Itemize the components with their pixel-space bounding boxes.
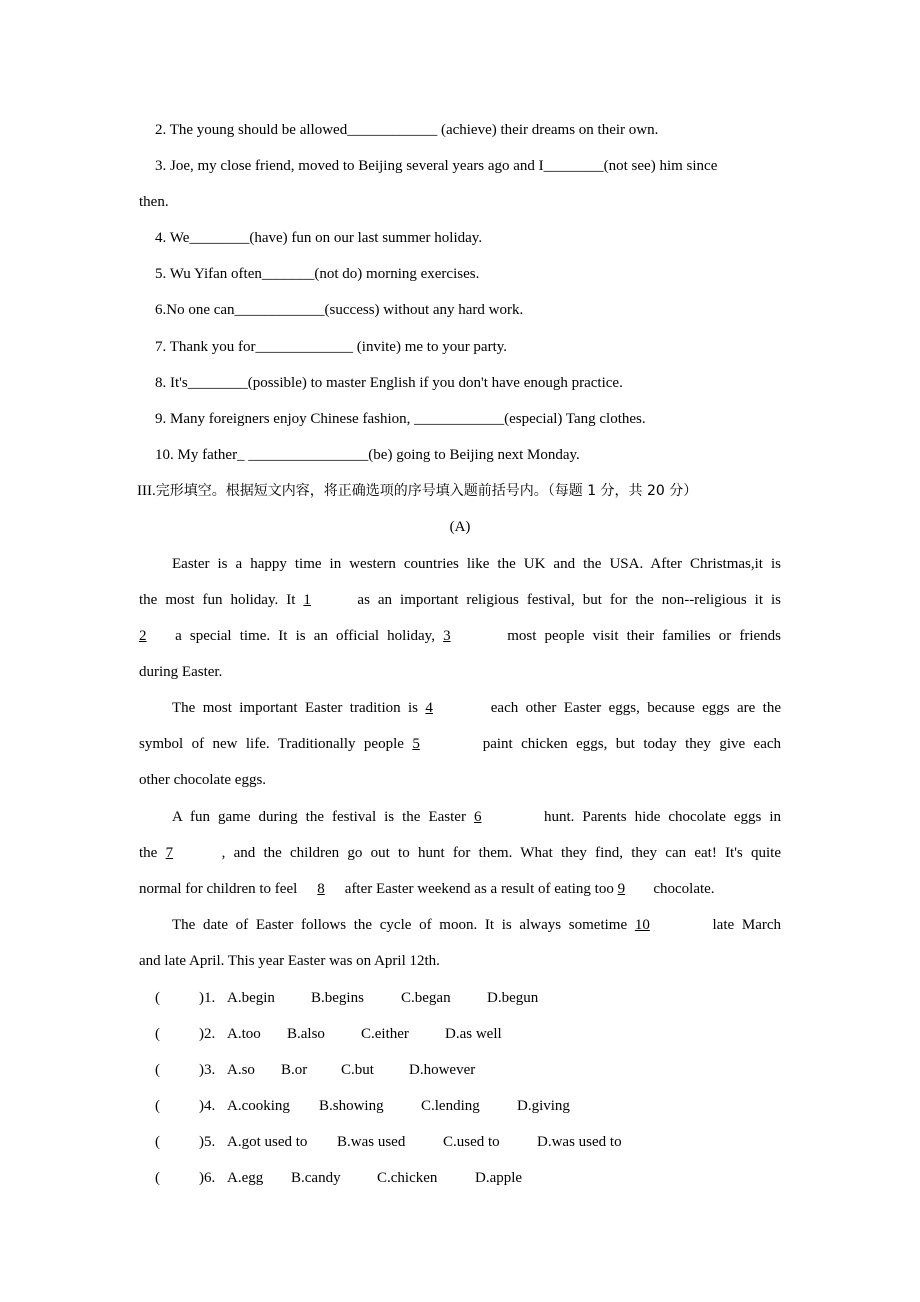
option-d: D.giving: [517, 1098, 570, 1114]
question-2: [155, 120, 797, 140]
choice-row-5: [155, 1132, 797, 1152]
question-9: [155, 409, 797, 429]
choice-number: )3.: [199, 1062, 216, 1078]
option-b: B.candy: [291, 1170, 341, 1186]
passage-text: other chocolate eggs.: [139, 772, 267, 788]
blank-4: 4: [425, 700, 433, 716]
option-a: A.too: [227, 1026, 261, 1042]
option-c: C.lending: [421, 1098, 480, 1114]
choice-number: )4.: [199, 1098, 216, 1114]
passage-text: symbol of new life. Traditionally people: [139, 736, 404, 752]
passage-text: The date of Easter follows the cycle of moon. It is always sometime: [172, 917, 628, 933]
question-text: then.: [139, 194, 169, 210]
option-a: A.cooking: [227, 1098, 290, 1114]
question-text: Wu Yifan often_______(not do) morning exercises.: [169, 266, 480, 282]
question-text: Thank you for_____________ (invite) me to your party.: [169, 339, 508, 355]
question-number: 4.: [155, 230, 167, 246]
blank-1: 1: [303, 592, 311, 608]
option-b: B.was used: [337, 1134, 406, 1150]
answer-paren: (: [155, 1134, 160, 1150]
blank-2: 2: [139, 628, 147, 644]
answer-paren: (: [155, 990, 160, 1006]
passage-text: and late April. This year Easter was on April 12th.: [139, 953, 440, 969]
question-5: [155, 264, 797, 284]
option-a: A.begin: [227, 990, 275, 1006]
question-6: [155, 300, 797, 320]
question-text: My father_ ________________(be) going to Beijing next Monday.: [177, 447, 580, 463]
passage-text: as an important religious festival, but for the non--religious it is: [357, 592, 782, 608]
option-b: B.begins: [311, 990, 364, 1006]
option-c: C.but: [341, 1062, 374, 1078]
option-d: D.apple: [475, 1170, 523, 1186]
question-3-continued: [139, 192, 781, 212]
question-text: Many foreigners enjoy Chinese fashion, ____________(especial) Tang clothes.: [170, 411, 646, 427]
blank-5: 5: [412, 736, 420, 752]
passage-line: [139, 843, 781, 863]
passage-text: the: [139, 845, 158, 861]
option-c: C.began: [401, 990, 451, 1006]
question-number: 6.: [155, 302, 167, 318]
passage-label: [139, 517, 781, 537]
section-instructions: 完形填空。根据短文内容，将正确选项的序号填入题前括号内。（每题 1 分，共 20 分）: [155, 483, 698, 499]
question-text: It's________(possible) to master English if you don't have enough practice.: [170, 375, 623, 391]
blank-6: 6: [473, 809, 482, 825]
question-number: 9.: [155, 411, 167, 427]
question-3: [155, 156, 781, 176]
choice-row-1: [155, 988, 797, 1008]
passage-line: [139, 626, 781, 646]
passage-line: [172, 698, 781, 718]
passage-text: paint chicken eggs, but today they give each: [482, 736, 782, 752]
passage-text: late March: [712, 917, 782, 933]
question-text: We________(have) fun on our last summer holiday.: [169, 230, 483, 246]
choice-row-6: [155, 1168, 797, 1188]
choice-number: )5.: [199, 1134, 216, 1150]
passage-text: normal for children to feel: [139, 881, 298, 897]
question-text: No one can____________(success) without any hard work.: [166, 302, 524, 318]
blank-9: 9: [617, 881, 626, 897]
option-b: B.also: [287, 1026, 325, 1042]
passage-text: , and the children go out to hunt for them. What they find, they can eat! It's quite: [221, 845, 781, 861]
question-8: [155, 373, 797, 393]
answer-paren: (: [155, 1098, 160, 1114]
question-number: 3.: [155, 158, 167, 174]
answer-paren: (: [155, 1062, 160, 1078]
passage-line: [139, 734, 781, 754]
choice-number: )1.: [199, 990, 216, 1006]
option-c: C.chicken: [377, 1170, 438, 1186]
choice-number: )6.: [199, 1170, 216, 1186]
passage-text: each other Easter eggs, because eggs are the: [490, 700, 781, 716]
question-10: [155, 445, 797, 465]
passage-line: [139, 879, 781, 899]
passage-line: [172, 554, 781, 574]
answer-paren: (: [155, 1170, 160, 1186]
blank-7: 7: [165, 845, 174, 861]
question-number: 7.: [155, 339, 167, 355]
question-4: [155, 228, 797, 248]
section-heading: [137, 481, 779, 501]
passage-text: The most important Easter tradition is: [172, 700, 418, 716]
passage-text: during Easter.: [139, 664, 223, 680]
blank-3: 3: [443, 628, 451, 644]
passage-line: [139, 951, 781, 971]
passage-text: Easter is a happy time in western countries like the UK and the USA. After Christmas,it is: [172, 556, 781, 572]
option-b: B.showing: [319, 1098, 384, 1114]
choice-row-2: [155, 1024, 797, 1044]
section-number: III.: [137, 483, 156, 499]
blank-10: 10: [634, 917, 650, 933]
question-text: (achieve) their dreams on their own.: [437, 122, 659, 138]
choice-row-3: [155, 1060, 797, 1080]
option-d: D.however: [409, 1062, 476, 1078]
option-b: B.or: [281, 1062, 308, 1078]
passage-text: after Easter weekend as a result of eating too: [344, 881, 614, 897]
passage-text: the most fun holiday. It: [139, 592, 296, 608]
passage-letter: (A): [449, 519, 471, 535]
passage-text: a special time. It is an official holiday,: [175, 628, 435, 644]
blank-8: 8: [317, 881, 325, 897]
option-a: A.egg: [227, 1170, 264, 1186]
option-a: A.so: [227, 1062, 255, 1078]
passage-text: chocolate.: [653, 881, 715, 897]
option-d: D.as well: [445, 1026, 502, 1042]
question-text: Joe, my close friend, moved to Beijing several years ago and I________(not see) him since: [170, 158, 718, 174]
choice-row-4: [155, 1096, 797, 1116]
passage-text: hunt. Parents hide chocolate eggs in: [543, 809, 782, 825]
passage-text: A fun game during the festival is the Easter: [172, 809, 466, 825]
passage-line: [172, 807, 781, 827]
question-number: 10.: [155, 447, 174, 463]
question-number: 5.: [155, 266, 167, 282]
passage-line: [139, 770, 781, 790]
choice-number: )2.: [199, 1026, 216, 1042]
passage-text: most people visit their families or friends: [507, 628, 782, 644]
passage-line: [139, 590, 781, 610]
question-number: 8.: [155, 375, 167, 391]
answer-paren: (: [155, 1026, 160, 1042]
question-7: [155, 337, 797, 357]
answer-blank: ____________: [347, 122, 438, 138]
option-c: C.used to: [443, 1134, 500, 1150]
option-d: D.begun: [487, 990, 539, 1006]
option-a: A.got used to: [227, 1134, 308, 1150]
passage-line: [172, 915, 781, 935]
option-c: C.either: [361, 1026, 409, 1042]
question-number: 2.: [155, 122, 167, 138]
question-text: The young should be allowed: [169, 122, 348, 138]
passage-line: [139, 662, 781, 682]
option-d: D.was used to: [537, 1134, 622, 1150]
